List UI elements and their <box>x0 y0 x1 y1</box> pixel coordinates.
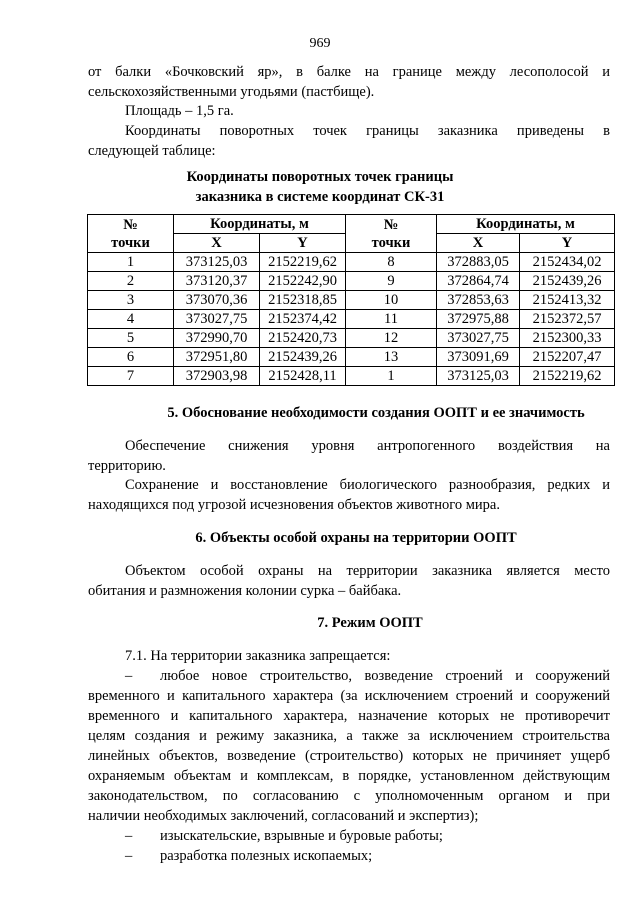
y-value: 2152300,33 <box>520 329 615 348</box>
point-number: 1 <box>346 367 437 386</box>
points-label: точки <box>111 234 150 251</box>
item-3: разработка полезных ископаемых; <box>160 848 373 864</box>
point-number: 10 <box>346 291 437 310</box>
item-1-line-7: законодательством, по согласованию с уполномоченным органом и при <box>88 788 610 804</box>
x-value: 372951,80 <box>174 348 260 367</box>
item-1-line-4: целям создания и режиму заказника, а также за исключением строительства <box>88 728 610 744</box>
y-value: 2152318,85 <box>260 291 346 310</box>
x-value: 373070,36 <box>174 291 260 310</box>
y-value: 2152207,47 <box>520 348 615 367</box>
y-value: 2152439,26 <box>260 348 346 367</box>
x-value: 373027,75 <box>437 329 520 348</box>
point-number: 3 <box>88 291 174 310</box>
y-value: 2152413,32 <box>520 291 615 310</box>
section-5-heading: 5. Обоснование необходимости создания ООПТ и ее значимость <box>167 405 585 421</box>
section-5-p2-line-2: находящихся под угрозой исчезновения объектов животного мира. <box>88 497 500 513</box>
item-1-line-8: наличии необходимых заключений, согласований и экспертиз); <box>88 808 479 824</box>
coords-header-2: Координаты, м <box>437 215 615 234</box>
y-value: 2152439,26 <box>520 272 615 291</box>
y-value: 2152420,73 <box>260 329 346 348</box>
x-value: 373125,03 <box>174 253 260 272</box>
y-header: Y <box>260 234 346 253</box>
list-dash: – <box>125 668 133 684</box>
y-value: 2152219,62 <box>260 253 346 272</box>
item-1-line-6: охраняемым объектам и комплексам, в порядке, установленном действующим <box>88 768 610 784</box>
area-text: Площадь – 1,5 га. <box>125 103 234 119</box>
intro-line-2: сельскохозяйственными угодьями (пастбище). <box>88 84 375 100</box>
x-value: 373120,37 <box>174 272 260 291</box>
section-5-p1-line-1: Обеспечение снижения уровня антропогенного воздействия на <box>125 438 610 454</box>
y-value: 2152434,02 <box>520 253 615 272</box>
section-7-heading: 7. Режим ООПТ <box>317 615 423 631</box>
x-value: 372990,70 <box>174 329 260 348</box>
table-row <box>88 348 615 367</box>
y-value: 2152428,11 <box>260 367 346 386</box>
x-header-2: X <box>437 234 520 253</box>
item-1-line-5: линейных объектов, возведение (строительство) которых не причиняет ущерб <box>88 748 610 764</box>
x-value: 373091,69 <box>437 348 520 367</box>
point-number: 11 <box>346 310 437 329</box>
item-1-line-3: временного и капитального характера, назначение которых не противоречит <box>88 708 610 724</box>
y-header-2: Y <box>520 234 615 253</box>
point-number: 7 <box>88 367 174 386</box>
section-6-p1-line-1: Объектом особой охраны на территории заказника является место <box>125 563 610 579</box>
x-value: 373125,03 <box>437 367 520 386</box>
x-value: 372975,88 <box>437 310 520 329</box>
section-6-p1-line-2: обитания и размножения колонии сурка – байбака. <box>88 583 402 599</box>
table-row <box>88 367 615 386</box>
section-7-intro: 7.1. На территории заказника запрещается: <box>125 648 391 664</box>
x-value: 373027,75 <box>174 310 260 329</box>
list-dash: – <box>125 828 133 844</box>
point-number: 9 <box>346 272 437 291</box>
y-value: 2152374,42 <box>260 310 346 329</box>
x-value: 372853,63 <box>437 291 520 310</box>
y-value: 2152219,62 <box>520 367 615 386</box>
table-row <box>88 291 615 310</box>
point-number: 5 <box>88 329 174 348</box>
x-value: 372864,74 <box>437 272 520 291</box>
point-number-header-2 <box>346 215 437 253</box>
point-number: 6 <box>88 348 174 367</box>
x-value: 372903,98 <box>174 367 260 386</box>
table-row <box>88 272 615 291</box>
point-number: 8 <box>346 253 437 272</box>
item-1-line-2: временного и капитального характера (за исключением строений и сооружений <box>88 688 610 704</box>
coords-intro-line-2: следующей таблице: <box>88 143 216 159</box>
y-value: 2152372,57 <box>520 310 615 329</box>
x-value: 372883,05 <box>437 253 520 272</box>
point-number: 4 <box>88 310 174 329</box>
list-dash: – <box>125 848 133 864</box>
table-title-line-1: Координаты поворотных точек границы <box>186 169 454 185</box>
y-value: 2152242,90 <box>260 272 346 291</box>
coordinates-table <box>87 214 615 386</box>
table-row <box>88 253 615 272</box>
x-header: X <box>174 234 260 253</box>
section-6-heading: 6. Объекты особой охраны на территории ООПТ <box>195 530 517 546</box>
item-2: изыскательские, взрывные и буровые работы; <box>160 828 443 844</box>
point-number-header <box>88 215 174 253</box>
number-sign: № <box>123 216 138 233</box>
table-row <box>88 329 615 348</box>
section-5-p2-line-1: Сохранение и восстановление биологического разнообразия, редких и <box>125 477 610 493</box>
table-row <box>88 310 615 329</box>
table-title-line-2: заказника в системе координат СК-31 <box>195 189 445 205</box>
section-5-p1-line-2: территорию. <box>88 458 166 474</box>
point-number: 12 <box>346 329 437 348</box>
points-label-2: точки <box>371 234 411 251</box>
coords-intro-line-1: Координаты поворотных точек границы заказника приведены в <box>125 123 610 139</box>
coords-header: Координаты, м <box>174 215 346 234</box>
intro-line-1: от балки «Бочковский яр», в балке на границе между лесополосой и <box>88 64 610 80</box>
page-number: 969 <box>309 36 331 51</box>
number-sign-2: № <box>383 216 399 233</box>
point-number: 13 <box>346 348 437 367</box>
point-number: 2 <box>88 272 174 291</box>
point-number: 1 <box>88 253 174 272</box>
item-1-line-1: любое новое строительство, возведение строений и сооружений <box>160 668 610 684</box>
